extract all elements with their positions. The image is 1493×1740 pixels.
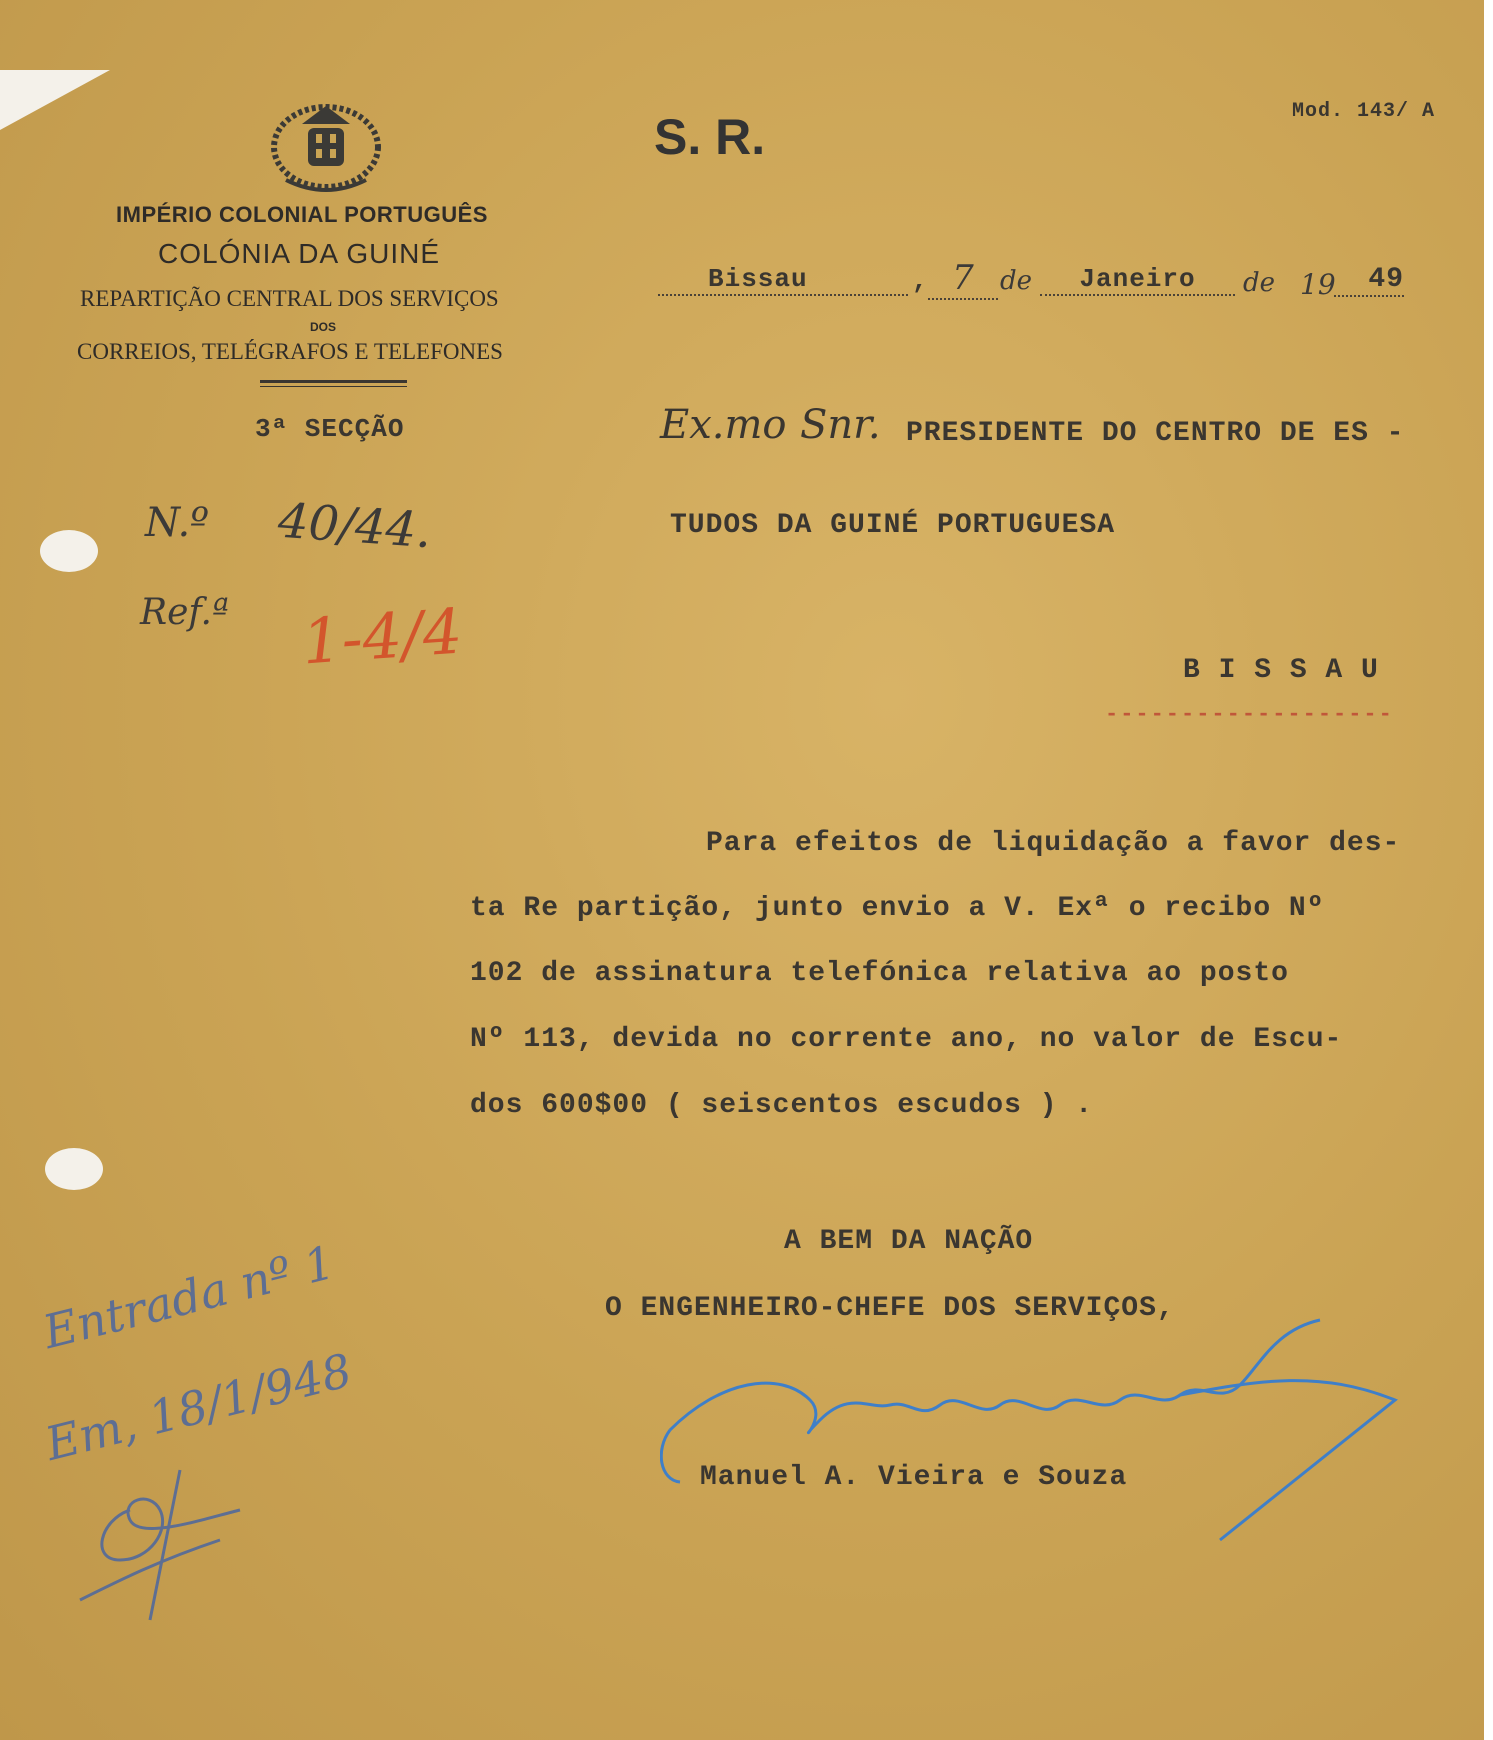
punch-hole <box>40 530 98 572</box>
addressee-city: B I S S A U <box>1183 655 1379 686</box>
reference-value: 1-4/4 <box>299 594 465 679</box>
letterhead-empire: IMPÉRIO COLONIAL PORTUGUÊS <box>116 202 488 227</box>
number-label: N.º <box>145 500 209 546</box>
signatory-name: Manuel A. Vieira e Souza <box>700 1462 1128 1493</box>
margin-note-entry: Entrada nº 1 <box>37 1234 340 1360</box>
body-line-5: dos 600$00 ( seiscentos escudos ) . <box>470 1090 1094 1121</box>
body-line-2: ta Re partição, junto envio a V. Exª o recibo Nº <box>470 893 1325 924</box>
section-label: 3ª SECÇÃO <box>255 414 405 444</box>
date-city: Bissau <box>658 264 908 296</box>
letterhead-colony: COLÓNIA DA GUINÉ <box>158 238 441 269</box>
form-code: Mod. 143/ A <box>1292 100 1436 123</box>
letterhead-department-line1: REPARTIÇÃO CENTRAL DOS SERVIÇOS <box>80 286 499 311</box>
body-line-3: 102 de assinatura telefónica relativa ao posto <box>470 958 1289 989</box>
coat-of-arms-seal <box>266 100 386 195</box>
date-year-suffix: 49 <box>1334 264 1404 297</box>
body-line-4: Nº 113, devida no corrente ano, no valor de Escu- <box>470 1024 1343 1055</box>
addressee-line-2: TUDOS DA GUINÉ PORTUGUESA <box>670 510 1116 541</box>
margin-note-date: Em, 18/1/948 <box>40 1342 357 1472</box>
torn-corner <box>0 70 110 130</box>
addressee-underline: ------------------- <box>1105 702 1394 727</box>
date-year-prefix: 19 <box>1300 268 1336 301</box>
addressee-salutation: Ex.mo <box>660 402 787 448</box>
addressee-line-1: PRESIDENTE DO CENTRO DE ES - <box>906 418 1405 449</box>
date-day: 7 <box>928 258 998 300</box>
number-value: 40/44. <box>276 492 434 560</box>
closing-role: O ENGENHEIRO-CHEFE DOS SERVIÇOS, <box>605 1293 1175 1324</box>
date-de-2: de <box>1243 268 1276 298</box>
punch-hole <box>45 1148 103 1190</box>
letterhead-rule <box>260 380 407 387</box>
margin-initials <box>60 1460 280 1630</box>
sr-mark: S. R. <box>654 109 766 165</box>
handwritten-signature <box>660 1310 1400 1550</box>
date-de-1: de <box>1000 266 1033 296</box>
reference-label: Ref.ª <box>140 592 229 633</box>
letterhead-dos: DOS <box>310 320 337 334</box>
body-line-1: Para efeitos de liquidação a favor des- <box>706 828 1401 859</box>
closing-motto: A BEM DA NAÇÃO <box>784 1226 1034 1257</box>
letterhead-department-line2: CORREIOS, TELÉGRAFOS E TELEFONES <box>77 339 503 364</box>
date-comma: , <box>912 266 929 296</box>
addressee-title: Snr. <box>800 402 881 448</box>
date-month: Janeiro <box>1040 264 1235 296</box>
